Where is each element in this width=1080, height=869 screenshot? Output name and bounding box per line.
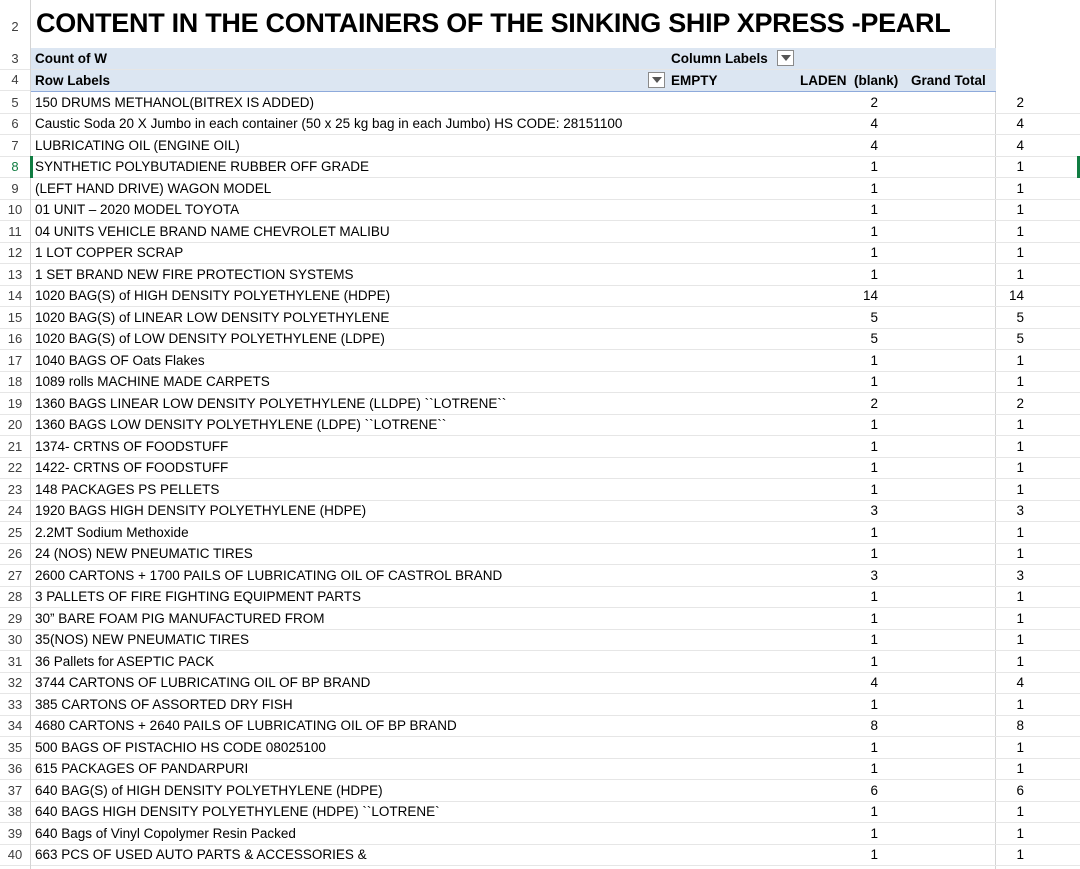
laden-count-cell[interactable]: 1 [870,804,878,820]
row-number[interactable]: 10 [0,200,30,222]
row-number[interactable]: 17 [0,350,30,372]
laden-count-cell[interactable]: 3 [870,503,878,519]
table-row[interactable] [0,415,1080,437]
row-number[interactable]: 16 [0,329,30,351]
grand-total-cell[interactable]: 1 [1016,546,1024,562]
row-number[interactable]: 37 [0,780,30,802]
table-row[interactable] [0,673,1080,695]
laden-count-cell[interactable]: 1 [870,481,878,497]
row-number[interactable]: 40 [0,845,30,867]
table-row[interactable] [0,544,1080,566]
row-cells[interactable] [31,114,1080,136]
row-cells[interactable] [31,178,1080,200]
row-label-cell[interactable]: 150 DRUMS METHANOL(BITREX IS ADDED) [35,94,315,110]
table-row[interactable] [0,329,1080,351]
row-label-cell[interactable]: 1374- CRTNS OF FOODSTUFF [35,438,229,454]
table-row[interactable] [0,608,1080,630]
laden-count-cell[interactable]: 1 [870,159,878,175]
table-row[interactable] [0,522,1080,544]
column-labels-filter-button[interactable] [777,50,794,66]
row-label-cell[interactable]: 1040 BAGS OF Oats Flakes [35,352,205,368]
grand-total-cell[interactable]: 8 [1016,718,1024,734]
table-row[interactable] [0,587,1080,609]
grand-total-cell[interactable]: 1 [1016,481,1024,497]
row-number[interactable]: 8 [0,157,30,179]
table-row[interactable] [0,114,1080,136]
row-cells[interactable] [31,243,1080,265]
laden-count-cell[interactable]: 5 [870,331,878,347]
row-cells[interactable] [31,92,1080,114]
row-label-cell[interactable]: 1089 rolls MACHINE MADE CARPETS [35,374,270,390]
row-number[interactable]: 2 [11,18,19,34]
laden-count-cell[interactable]: 1 [870,417,878,433]
row-label-cell[interactable]: 1 LOT COPPER SCRAP [35,245,184,261]
table-row[interactable] [0,823,1080,845]
table-row[interactable] [0,200,1080,222]
row-cells[interactable] [31,587,1080,609]
column-labels-header: Column Labels [671,50,768,66]
row-number[interactable]: 23 [0,479,30,501]
grand-total-cell[interactable]: 3 [1016,567,1024,583]
active-cell-indicator [30,156,33,178]
laden-count-cell[interactable]: 1 [870,180,878,196]
table-row[interactable] [0,350,1080,372]
grand-total-cell[interactable]: 1 [1016,804,1024,820]
chevron-down-icon [652,77,662,83]
row-label-cell[interactable]: 1020 BAG(S) of LOW DENSITY POLYETHYLENE (LDPE) [35,331,385,347]
row-number[interactable]: 25 [0,522,30,544]
row-cells[interactable] [31,630,1080,652]
laden-count-cell[interactable]: 3 [870,567,878,583]
row-label-cell[interactable]: 3744 CARTONS OF LUBRICATING OIL OF BP BRAND [35,675,371,691]
col-header-laden: LADEN [800,72,847,88]
laden-count-cell[interactable]: 1 [870,245,878,261]
grand-total-cell[interactable]: 4 [1016,675,1024,691]
grand-total-cell[interactable]: 1 [1016,739,1024,755]
row-number[interactable]: 19 [0,393,30,415]
row-number[interactable]: 12 [0,243,30,265]
table-row[interactable] [0,737,1080,759]
row-label-cell[interactable]: 1360 BAGS LINEAR LOW DENSITY POLYETHYLENE (LLDPE) ``LOTRENE`` [35,395,507,411]
table-row[interactable] [0,286,1080,308]
table-row[interactable] [0,651,1080,673]
row-number[interactable]: 11 [0,221,30,243]
table-row[interactable] [0,436,1080,458]
count-of-w-label: Count of W [35,50,107,66]
grand-total-cell[interactable]: 14 [1008,288,1024,304]
grand-total-cell[interactable]: 1 [1016,159,1024,175]
grand-total-cell[interactable]: 1 [1016,761,1024,777]
laden-count-cell[interactable]: 1 [870,223,878,239]
row-cells[interactable] [31,157,1080,179]
table-row[interactable] [0,780,1080,802]
row-label-cell[interactable]: 2.2MT Sodium Methoxide [35,524,189,540]
table-row[interactable] [0,307,1080,329]
laden-count-cell[interactable]: 1 [870,632,878,648]
grand-total-cell[interactable]: 1 [1016,610,1024,626]
row-label-cell[interactable]: 615 PACKAGES OF PANDARPURI [35,761,249,777]
laden-count-cell[interactable]: 1 [870,589,878,605]
row-number[interactable]: 32 [0,673,30,695]
laden-count-cell[interactable]: 1 [870,546,878,562]
col-header-grand-total: Grand Total [911,72,986,88]
row-label-cell[interactable]: 35(NOS) NEW PNEUMATIC TIRES [35,632,250,648]
grand-total-cell[interactable]: 1 [1016,374,1024,390]
row-cells[interactable] [31,307,1080,329]
table-row[interactable] [0,372,1080,394]
row-number[interactable]: 29 [0,608,30,630]
row-label-cell[interactable]: 01 UNIT – 2020 MODEL TOYOTA [35,202,240,218]
row-cells[interactable] [31,823,1080,845]
pivot-values-row[interactable] [0,48,1080,70]
table-row[interactable] [0,565,1080,587]
title-row[interactable] [0,6,1080,46]
table-row[interactable] [0,393,1080,415]
grand-total-cell[interactable]: 1 [1016,352,1024,368]
table-row[interactable] [0,630,1080,652]
grand-total-cell[interactable]: 3 [1016,503,1024,519]
row-number[interactable]: 6 [0,114,30,136]
row-cells[interactable] [31,501,1080,523]
row-cells[interactable] [31,436,1080,458]
row-label-cell[interactable]: 148 PACKAGES PS PELLETS [35,481,220,497]
row-number[interactable]: 33 [0,694,30,716]
grand-total-cell[interactable]: 1 [1016,180,1024,196]
grand-total-cell[interactable]: 1 [1016,202,1024,218]
laden-count-cell[interactable]: 1 [870,739,878,755]
grand-total-cell[interactable]: 1 [1016,847,1024,863]
grand-total-cell[interactable]: 2 [1016,94,1024,110]
grand-total-cell[interactable]: 1 [1016,417,1024,433]
laden-count-cell[interactable]: 1 [870,761,878,777]
row-cells[interactable] [31,802,1080,824]
row-number[interactable]: 3 [0,48,30,70]
table-row[interactable] [0,694,1080,716]
row-cells[interactable] [31,651,1080,673]
row-cells[interactable] [31,221,1080,243]
row-cells[interactable] [31,329,1080,351]
grand-total-cell[interactable]: 1 [1016,438,1024,454]
table-row[interactable] [0,157,1080,179]
laden-count-cell[interactable]: 6 [870,782,878,798]
row-number[interactable]: 38 [0,802,30,824]
grand-total-cell[interactable]: 1 [1016,696,1024,712]
table-row[interactable] [0,716,1080,738]
row-label-cell[interactable]: 385 CARTONS OF ASSORTED DRY FISH [35,696,293,712]
row-label-cell[interactable]: 36 Pallets for ASEPTIC PACK [35,653,215,669]
grand-total-cell[interactable]: 1 [1016,460,1024,476]
grand-total-cell[interactable]: 6 [1016,782,1024,798]
row-cells[interactable] [31,372,1080,394]
row-cells[interactable] [31,286,1080,308]
row-cells[interactable] [31,845,1080,867]
row-number[interactable]: 18 [0,372,30,394]
grand-total-cell[interactable]: 4 [1016,116,1024,132]
row-number[interactable]: 36 [0,759,30,781]
col-header-blank: (blank) [854,72,899,88]
row-label-cell[interactable]: 04 UNITS VEHICLE BRAND NAME CHEVROLET MALIBU [35,223,390,239]
table-row[interactable] [0,264,1080,286]
row-cells[interactable] [31,458,1080,480]
row-cells[interactable] [31,544,1080,566]
row-cells[interactable] [31,780,1080,802]
grand-total-cell[interactable]: 1 [1016,632,1024,648]
row-number[interactable]: 34 [0,716,30,738]
laden-count-cell[interactable]: 4 [870,675,878,691]
row-label-cell[interactable]: 663 PCS OF USED AUTO PARTS & ACCESSORIES & [35,847,367,863]
table-row[interactable] [0,845,1080,867]
row-label-cell[interactable]: SYNTHETIC POLYBUTADIENE RUBBER OFF GRADE [35,159,370,175]
row-label-cell[interactable]: 2600 CARTONS + 1700 PAILS OF LUBRICATING OIL OF CASTROL BRAND [35,567,503,583]
row-number[interactable]: 22 [0,458,30,480]
laden-count-cell[interactable]: 1 [870,653,878,669]
table-row[interactable] [0,802,1080,824]
pivot-headers-row[interactable] [0,70,1080,92]
row-cells[interactable] [31,608,1080,630]
laden-count-cell[interactable]: 1 [870,847,878,863]
row-cells[interactable] [31,415,1080,437]
table-row[interactable] [0,458,1080,480]
row-number[interactable]: 35 [0,737,30,759]
row-number[interactable]: 27 [0,565,30,587]
grand-total-cell[interactable]: 1 [1016,266,1024,282]
row-label-cell[interactable]: 30” BARE FOAM PIG MANUFACTURED FROM [35,610,325,626]
grand-total-cell[interactable]: 4 [1016,137,1024,153]
grand-total-cell[interactable]: 1 [1016,524,1024,540]
row-label-cell[interactable]: 24 (NOS) NEW PNEUMATIC TIRES [35,546,253,562]
row-label-cell[interactable]: LUBRICATING OIL (ENGINE OIL) [35,137,240,153]
row-labels-filter-button[interactable] [648,72,665,88]
row-cells[interactable] [31,565,1080,587]
table-row[interactable] [0,759,1080,781]
row-number[interactable]: 14 [0,286,30,308]
laden-count-cell[interactable]: 8 [870,718,878,734]
row-number[interactable]: 9 [0,178,30,200]
row-number[interactable]: 4 [0,70,30,92]
row-label-cell[interactable]: (LEFT HAND DRIVE) WAGON MODEL [35,180,272,196]
laden-count-cell[interactable]: 4 [870,116,878,132]
table-row[interactable] [0,501,1080,523]
laden-count-cell[interactable]: 2 [870,94,878,110]
row-cells[interactable] [31,716,1080,738]
row-label-cell[interactable]: 640 BAG(S) of HIGH DENSITY POLYETHYLENE (HDPE) [35,782,383,798]
grand-total-cell[interactable]: 1 [1016,223,1024,239]
laden-count-cell[interactable]: 1 [870,374,878,390]
row-number[interactable]: 5 [0,92,30,114]
row-number[interactable]: 28 [0,587,30,609]
row-number[interactable]: 7 [0,135,30,157]
table-row[interactable] [0,479,1080,501]
grand-total-cell[interactable]: 1 [1016,825,1024,841]
row-labels-header: Row Labels [35,72,111,88]
row-number[interactable]: 24 [0,501,30,523]
row-cells[interactable] [31,737,1080,759]
table-row[interactable] [0,221,1080,243]
row-cells[interactable] [31,694,1080,716]
row-number[interactable]: 21 [0,436,30,458]
laden-count-cell[interactable]: 1 [870,438,878,454]
row-label-cell[interactable]: 500 BAGS OF PISTACHIO HS CODE 08025100 [35,739,326,755]
table-row[interactable] [0,92,1080,114]
row-cells[interactable] [31,393,1080,415]
row-label-cell[interactable]: Caustic Soda 20 X Jumbo in each container (50 x 25 kg bag in each Jumbo) HS CODE: 28151100 [35,116,623,132]
laden-count-cell[interactable]: 1 [870,825,878,841]
sheet-title: CONTENT IN THE CONTAINERS OF THE SINKING SHIP XPRESS -PEARL [36,8,951,38]
row-number[interactable]: 20 [0,415,30,437]
laden-count-cell[interactable]: 1 [870,202,878,218]
laden-count-cell[interactable]: 1 [870,460,878,476]
row-cells[interactable] [31,200,1080,222]
row-number[interactable]: 30 [0,630,30,652]
laden-count-cell[interactable]: 1 [870,352,878,368]
table-row[interactable] [0,178,1080,200]
laden-count-cell[interactable]: 1 [870,696,878,712]
row-label-cell[interactable]: 1360 BAGS LOW DENSITY POLYETHYLENE (LDPE) ``LOTRENE`` [35,417,447,433]
laden-count-cell[interactable]: 1 [870,266,878,282]
laden-count-cell[interactable]: 5 [870,309,878,325]
row-number[interactable]: 31 [0,651,30,673]
col-header-empty: EMPTY [671,72,718,88]
laden-count-cell[interactable]: 14 [862,288,878,304]
grand-total-cell[interactable]: 1 [1016,245,1024,261]
row-label-cell[interactable]: 1 SET BRAND NEW FIRE PROTECTION SYSTEMS [35,266,354,282]
row-number[interactable]: 26 [0,544,30,566]
row-label-cell[interactable]: 3 PALLETS OF FIRE FIGHTING EQUIPMENT PARTS [35,589,362,605]
laden-count-cell[interactable]: 2 [870,395,878,411]
row-label-cell[interactable]: 1020 BAG(S) of HIGH DENSITY POLYETHYLENE (HDPE) [35,288,391,304]
chevron-down-icon [781,55,791,61]
row-cells[interactable] [31,264,1080,286]
row-number[interactable]: 15 [0,307,30,329]
row-label-cell[interactable]: 1422- CRTNS OF FOODSTUFF [35,460,229,476]
table-row[interactable] [0,243,1080,265]
laden-count-cell[interactable]: 1 [870,524,878,540]
grand-total-cell[interactable]: 1 [1016,653,1024,669]
grand-total-cell[interactable]: 5 [1016,331,1024,347]
grand-total-cell[interactable]: 5 [1016,309,1024,325]
row-cells[interactable] [31,350,1080,372]
row-number[interactable]: 13 [0,264,30,286]
pivot-header-cells[interactable] [31,48,996,70]
row-cells[interactable] [31,673,1080,695]
row-label-cell[interactable]: 1020 BAG(S) of LINEAR LOW DENSITY POLYETHYLENE [35,309,390,325]
pivot-header-cells[interactable] [31,70,996,92]
grand-total-cell[interactable]: 1 [1016,589,1024,605]
row-cells[interactable] [31,135,1080,157]
row-number[interactable]: 39 [0,823,30,845]
row-label-cell[interactable]: 640 Bags of Vinyl Copolymer Resin Packed [35,825,296,841]
row-label-cell[interactable]: 1920 BAGS HIGH DENSITY POLYETHYLENE (HDPE) [35,503,367,519]
table-row[interactable] [0,135,1080,157]
row-label-cell[interactable]: 640 BAGS HIGH DENSITY POLYETHYLENE (HDPE) ``LOTRENE` [35,804,440,820]
row-label-cell[interactable]: 4680 CARTONS + 2640 PAILS OF LUBRICATING OIL OF BP BRAND [35,718,457,734]
grand-total-cell[interactable]: 2 [1016,395,1024,411]
laden-count-cell[interactable]: 4 [870,137,878,153]
row-cells[interactable] [31,479,1080,501]
laden-count-cell[interactable]: 1 [870,610,878,626]
row-cells[interactable] [31,759,1080,781]
row-cells[interactable] [31,522,1080,544]
